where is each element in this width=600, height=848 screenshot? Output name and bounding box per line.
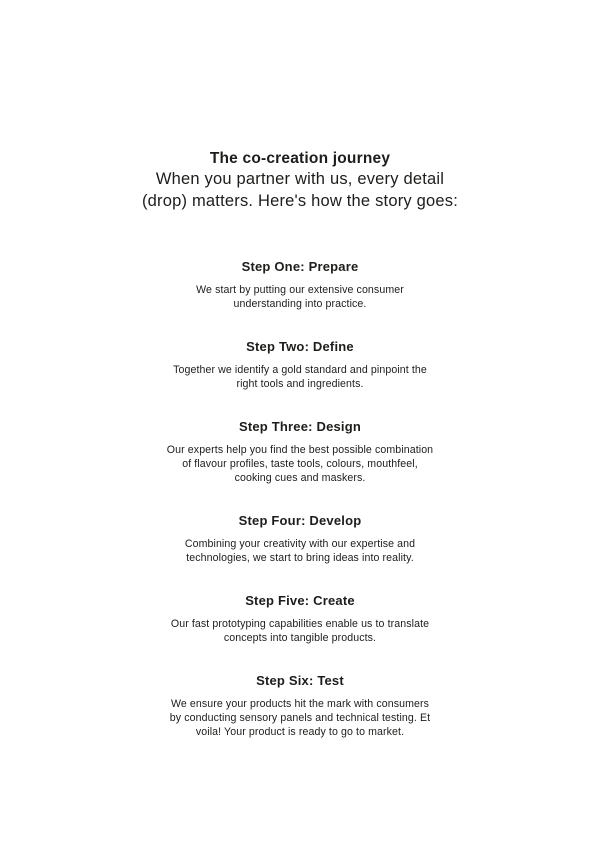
step-six-body: We ensure your products hit the mark with consumers by conducting sensory panels and technical testing. Et voila! Your product is ready to go to market.: [169, 698, 431, 738]
step-two-heading: Step Two: Define: [246, 339, 354, 354]
step-one-body: We start by putting our extensive consumer understanding into practice.: [196, 284, 404, 310]
step-five-heading: Step Five: Create: [245, 593, 355, 608]
step-four-body: Combining your creativity with our expertise and technologies, we start to bring ideas into reality.: [184, 538, 416, 564]
step-four-heading: Step Four: Develop: [238, 513, 362, 528]
step-three-section: [0, 419, 600, 485]
step-one-section: [0, 259, 600, 311]
step-five-section: [0, 593, 600, 645]
steps-list: [0, 259, 600, 739]
step-two-body: Together we identify a gold standard and pinpoint the right tools and ingredients.: [173, 364, 427, 390]
page-content: [0, 148, 600, 767]
page-title: The co-creation journey: [209, 150, 391, 167]
step-one-heading: Step One: Prepare: [241, 259, 359, 274]
step-five-body: Our fast prototyping capabilities enable us to translate concepts into tangible products.: [170, 618, 430, 644]
step-four-section: [0, 513, 600, 565]
step-three-body: Our experts help you find the best possible combination of flavour profiles, taste tools, colours, mouthfeel, cooking cues and maskers.: [166, 444, 434, 484]
page-subtitle: [0, 169, 600, 212]
step-six-section: [0, 673, 600, 739]
step-two-section: [0, 339, 600, 391]
step-six-heading: Step Six: Test: [256, 673, 344, 688]
step-three-heading: Step Three: Design: [238, 419, 362, 434]
page-subtitle-line-1: When you partner with us, every detail: [155, 170, 445, 188]
page-subtitle-line-2: (drop) matters. Here's how the story goes:: [141, 191, 458, 210]
